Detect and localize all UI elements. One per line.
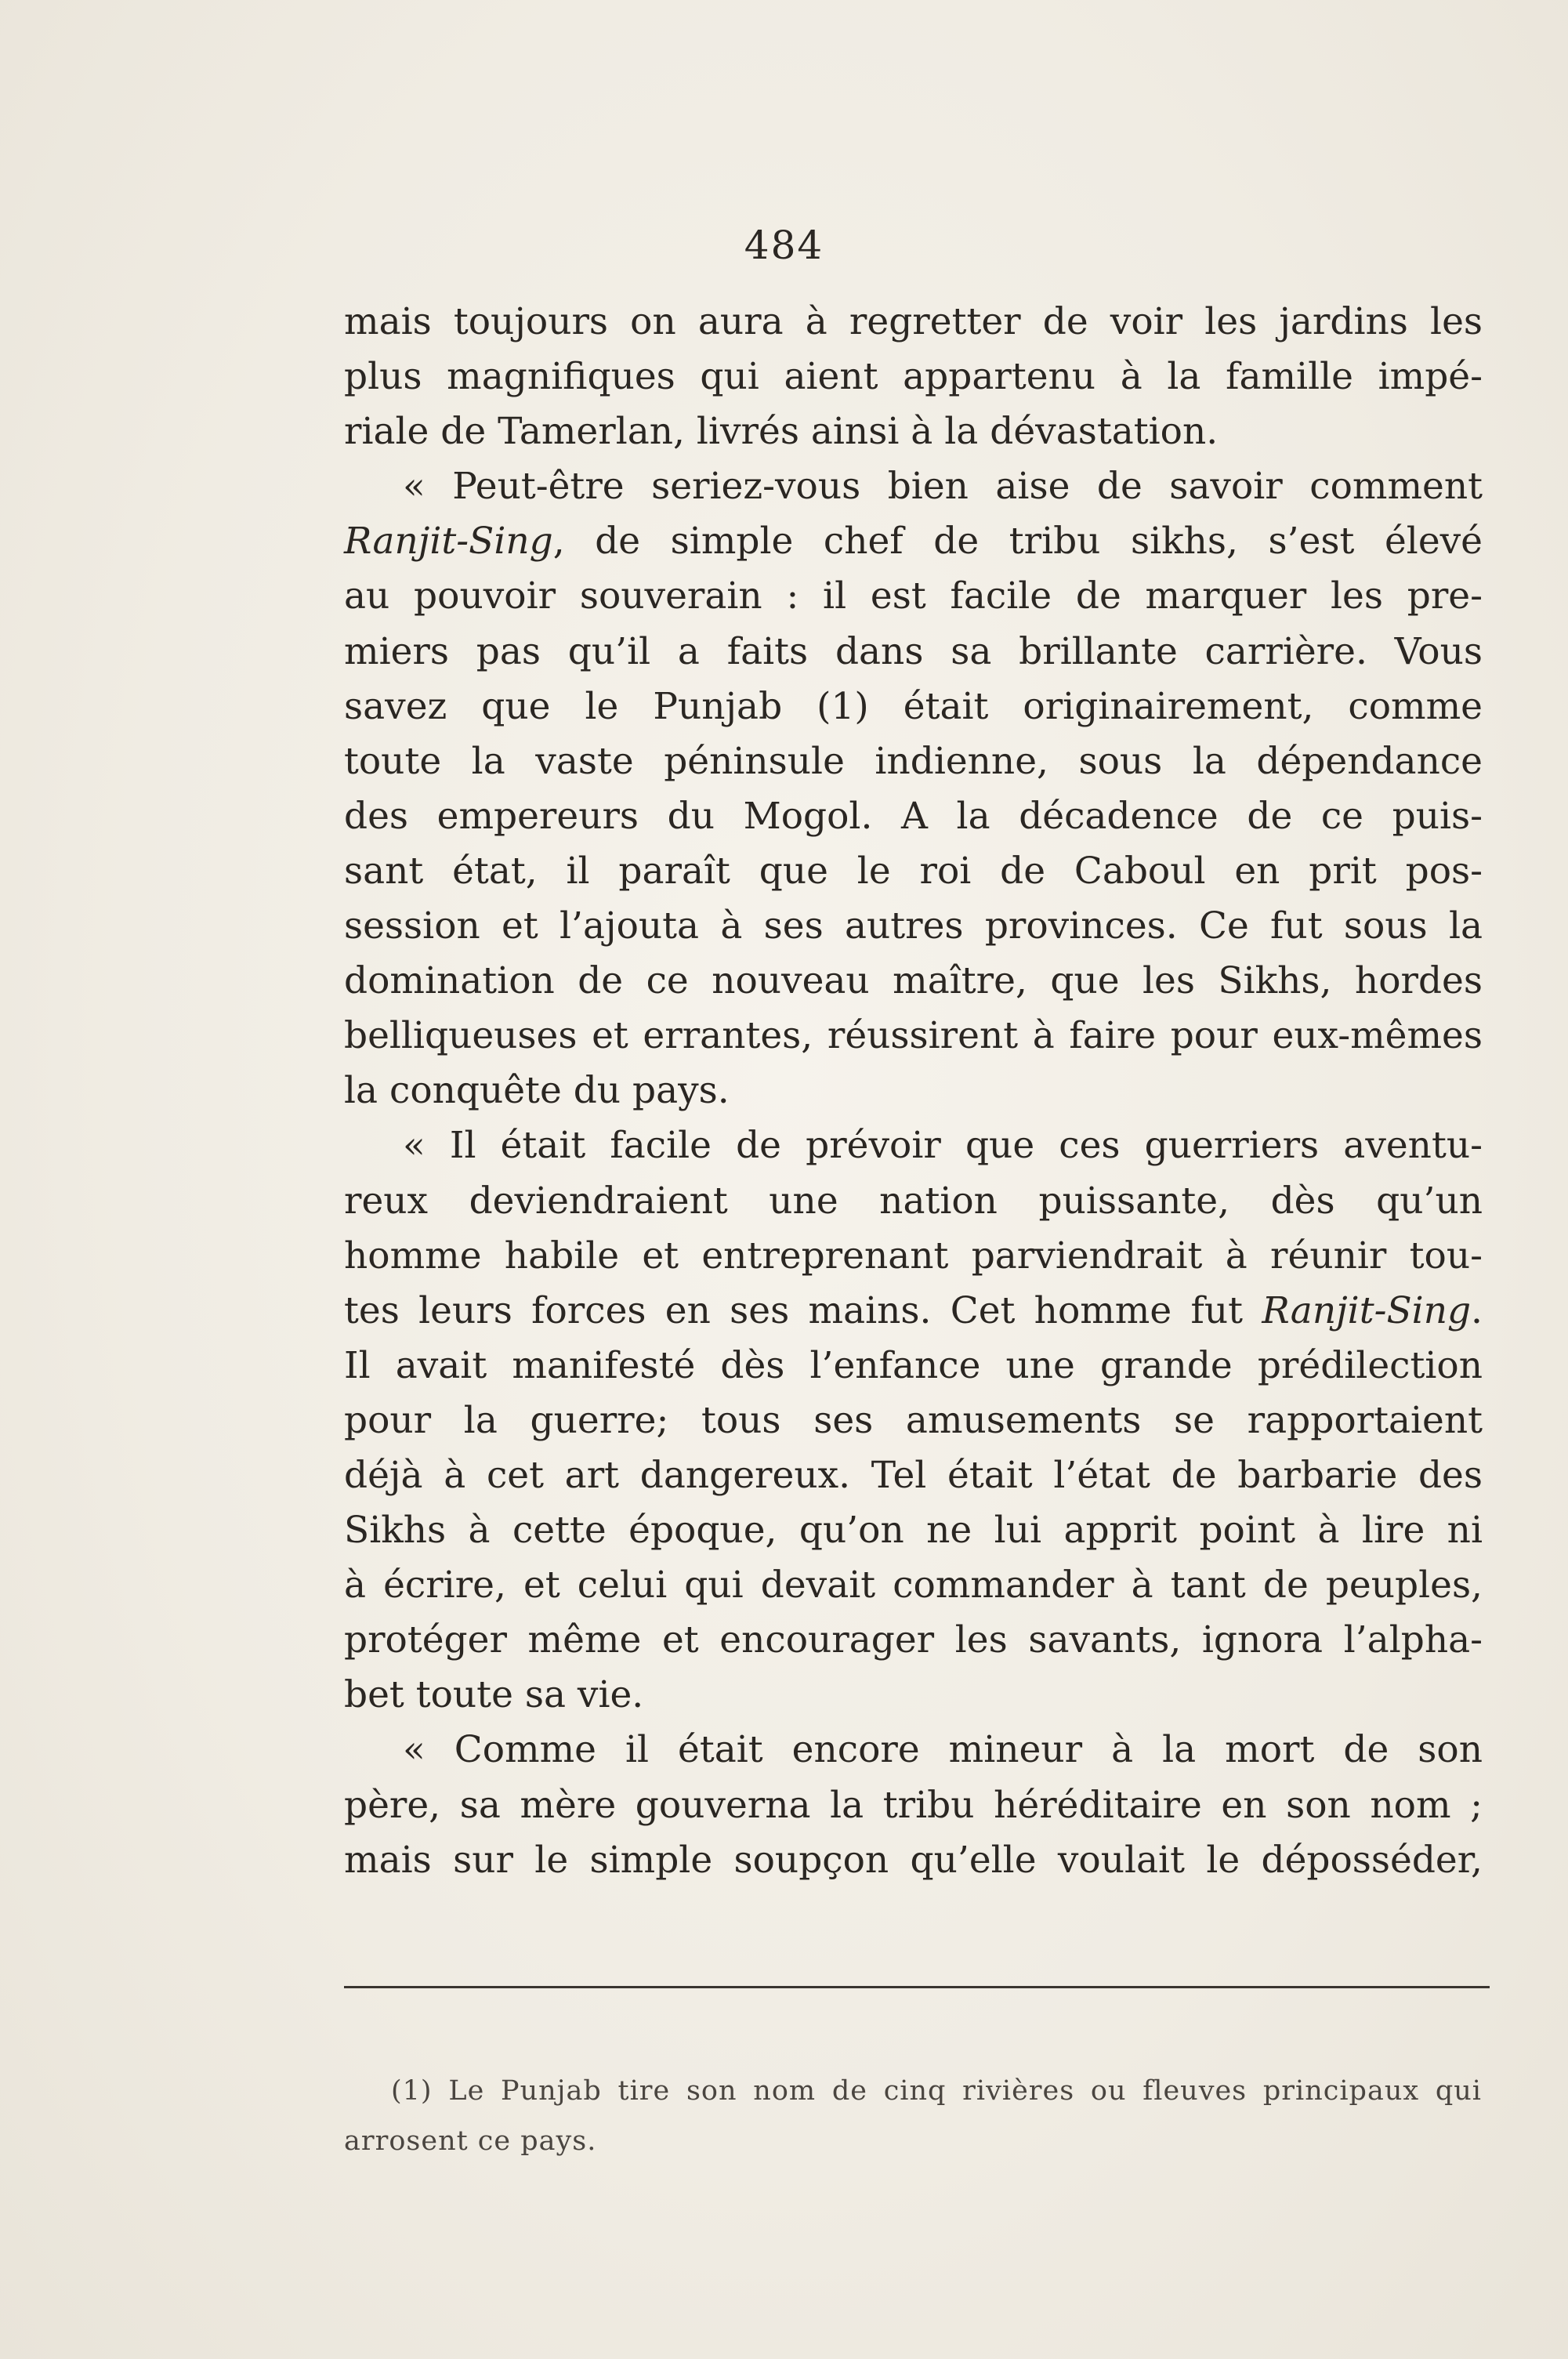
text-line: miers pas qu’il a faits dans sa brillante carrière. Vous [344, 629, 1483, 673]
text-line: déjà à cet art dangereux. Tel était l’état de barbarie des [344, 1453, 1483, 1497]
footnote [344, 2066, 1482, 2166]
text-line: des empereurs du Mogol. A la décadence de ce puis- [344, 794, 1483, 838]
text-line: riale de Tamerlan, livrés ainsi à la dévastation. [344, 410, 1219, 454]
text-line: Ranjit-Sing, de simple chef de tribu sikhs, s’est élevé [344, 520, 1483, 563]
footnote-line: (1) Le Punjab tire son nom de cinq rivières ou fleuves principaux qui [391, 2075, 1482, 2107]
page-number: 484 [744, 223, 824, 268]
text-line: pour la guerre; tous ses amusements se rapportaient [344, 1398, 1483, 1442]
text-line: session et l’ajouta à ses autres provinces. Ce fut sous la [344, 904, 1483, 948]
text-line: « Peut-être seriez-vous bien aise de savoir comment [403, 465, 1483, 509]
text-line: père, sa mère gouverna la tribu héréditaire en son nom ; [344, 1783, 1483, 1827]
text-line: la conquête du pays. [344, 1069, 730, 1113]
text-line: Il avait manifesté dès l’enfance une grande prédilection [344, 1343, 1483, 1387]
text-line: Sikhs à cette époque, qu’on ne lui apprit point à lire ni [344, 1509, 1483, 1553]
text-line: à écrire, et celui qui devait commander à tant de peuples, [344, 1564, 1483, 1607]
text-line: savez que le Punjab (1) était originairement, comme [344, 684, 1483, 728]
body-text [344, 295, 1483, 1888]
text-line: domination de ce nouveau maître, que les Sikhs, hordes [344, 959, 1483, 1003]
text-line: sant état, il paraît que le roi de Caboul en prit pos- [344, 849, 1483, 893]
text-line: mais sur le simple soupçon qu’elle voulait le déposséder, [344, 1838, 1483, 1882]
text-line: homme habile et entreprenant parviendrait à réunir tou- [344, 1234, 1483, 1277]
text-line: « Il était facile de prévoir que ces guerriers aventu- [403, 1124, 1483, 1168]
text-line: tes leurs forces en ses mains. Cet homme fut Ranjit-Sing. [344, 1288, 1483, 1332]
text-line: protéger même et encourager les savants, ignora l’alpha- [344, 1618, 1483, 1662]
text-line: au pouvoir souverain : il est facile de marquer les pre- [344, 574, 1483, 618]
text-line: toute la vaste péninsule indienne, sous la dépendance [344, 739, 1483, 783]
footnote-line: arrosent ce pays. [344, 2125, 597, 2157]
text-line: belliqueuses et errantes, réussirent à faire pour eux-mêmes [344, 1014, 1483, 1058]
text-line: reux deviendraient une nation puissante, dès qu’un [344, 1179, 1483, 1223]
text-line: mais toujours on aura à regretter de voir les jardins les [344, 300, 1483, 343]
text-line: plus magnifiques qui aient appartenu à la famille impé- [344, 355, 1483, 399]
text-line: « Comme il était encore mineur à la mort de son [403, 1728, 1483, 1772]
text-line: bet toute sa vie. [344, 1673, 644, 1717]
footnote-divider [344, 1986, 1490, 1988]
